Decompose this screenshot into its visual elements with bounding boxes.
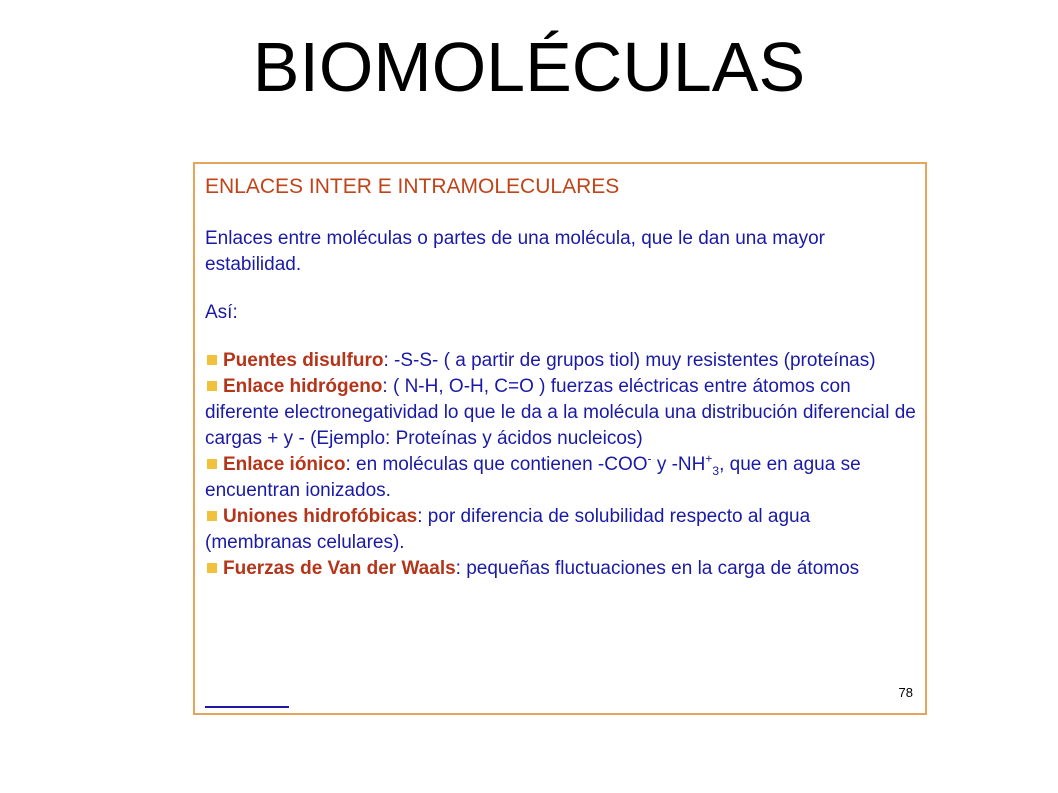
bullet-term: Fuerzas de Van der Waals — [223, 558, 456, 579]
bullet-text: : por diferencia de solubilidad respecto al agua (membranas celulares). — [205, 506, 811, 553]
bullet-item-van-der-waals — [205, 556, 919, 582]
bullet-text: : pequeñas fluctuaciones en la carga de átomos — [455, 558, 860, 579]
square-bullet-icon — [207, 511, 217, 521]
bullet-text: y -NH — [651, 454, 706, 475]
bullet-term: Puentes disulfuro — [223, 350, 384, 371]
bullet-item-uniones-hidrofobicas — [205, 504, 919, 556]
square-bullet-icon — [207, 563, 217, 573]
superscript-plus: + — [705, 451, 713, 466]
asi-label: Así: — [205, 302, 238, 323]
bullet-text: : en moléculas que contienen -COO — [345, 454, 648, 475]
square-bullet-icon — [207, 459, 217, 469]
content-box — [193, 162, 927, 715]
superscript-minus: - — [647, 451, 652, 466]
bullet-text: : -S-S- ( a partir de grupos tiol) muy resistentes (proteínas) — [383, 350, 876, 371]
content-body — [205, 172, 919, 582]
bullet-term: Enlace iónico — [223, 454, 346, 475]
page-number: 78 — [898, 685, 913, 700]
square-bullet-icon — [207, 355, 217, 365]
bullet-item-puentes-disulfuro — [205, 348, 919, 374]
bullet-item-enlace-ionico — [205, 452, 919, 504]
bullet-term: Uniones hidrofóbicas — [223, 506, 418, 527]
intro-paragraph: Enlaces entre moléculas o partes de una molécula, que le dan una mayor estabilidad. — [205, 228, 825, 275]
bullet-text: , que en agua se encuentran ionizados. — [205, 454, 861, 501]
bullet-item-enlace-hidrogeno — [205, 374, 919, 452]
subscript-three: 3 — [712, 463, 720, 478]
slide-title: BIOMOLÉCULAS — [252, 28, 806, 106]
square-bullet-icon — [207, 381, 217, 391]
footer-underline — [205, 706, 289, 708]
bullet-text: : ( N-H, O-H, C=O ) fuerzas eléctricas entre átomos con diferente electronegatividad lo que le da a la molécula una distribución diferencial de cargas + y - (Ejemplo: Proteínas y ácidos nucleicos) — [205, 376, 916, 449]
box-heading: ENLACES INTER E INTRAMOLECULARES — [205, 175, 620, 198]
bullet-term: Enlace hidrógeno — [223, 376, 383, 397]
